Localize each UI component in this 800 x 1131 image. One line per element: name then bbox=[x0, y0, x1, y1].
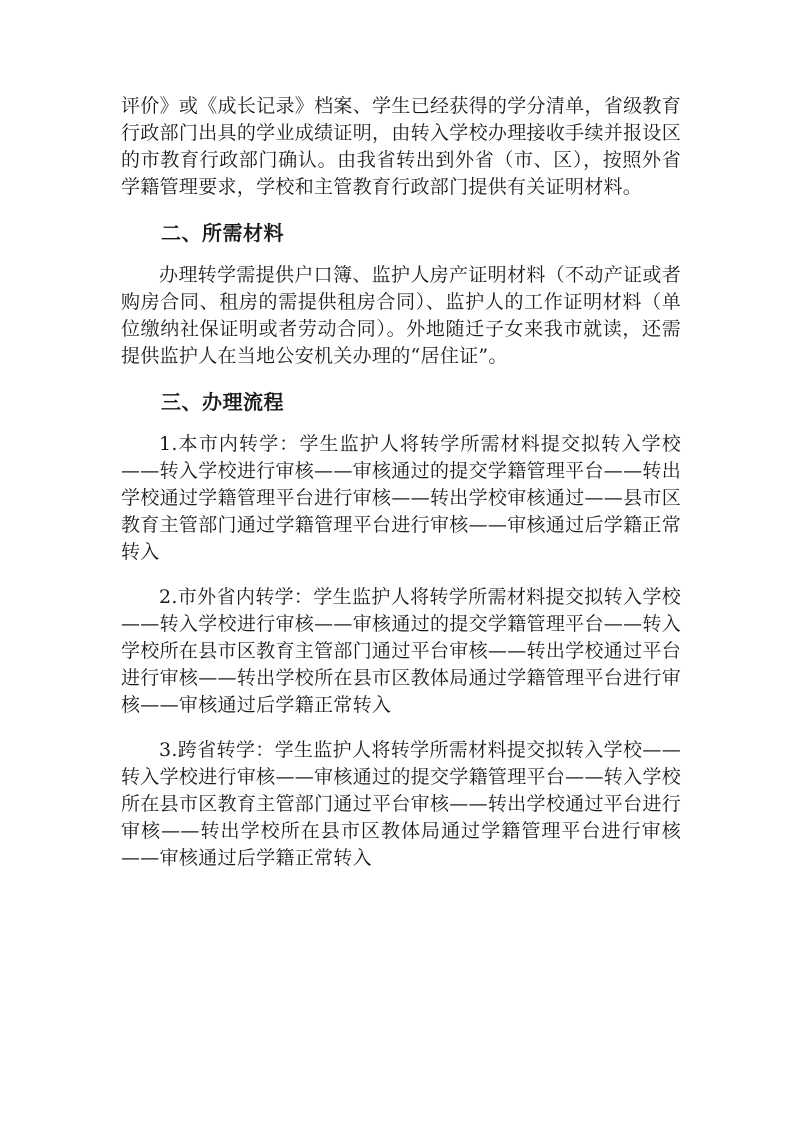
process-item-local-transfer: 1.本市内转学：学生监护人将转学所需材料提交拟转入学校——转入学校进行审核——审核通过的提交学籍管理平台——转出学校通过学籍管理平台进行审核——转出学校审核通过——县市区教育主管部门通过学籍管理平台进行审核——审核通过后学籍正常转入 bbox=[121, 433, 681, 563]
section-heading-process: 三、办理流程 bbox=[161, 390, 284, 414]
materials-paragraph: 办理转学需提供户口簿、监护人房产证明材料（不动产证或者购房合同、租房的需提供租房合同）、监护人的工作证明材料（单位缴纳社保证明或者劳动合同）。外地随迁子女来我市就读，还需提供监护人在当地公安机关办理的“居住证”。 bbox=[121, 264, 681, 367]
process-item-in-province-transfer: 2.市外省内转学：学生监护人将转学所需材料提交拟转入学校——转入学校进行审核——审核通过的提交学籍管理平台——转入学校所在县市区教育主管部门通过平台审核——转出学校通过平台进行审核——转出学校所在县市区教体局通过学籍管理平台进行审核——审核通过后学籍正常转入 bbox=[121, 586, 681, 716]
intro-paragraph: 评价》或《成长记录》档案、学生已经获得的学分清单，省级教育行政部门出具的学业成绩证明，由转入学校办理接收手续并报设区的市教育行政部门确认。由我省转出到外省（市、区），按照外省学籍管理要求，学校和主管教育行政部门提供有关证明材料。 bbox=[121, 95, 681, 198]
process-item-cross-province-transfer: 3.跨省转学：学生监护人将转学所需材料提交拟转入学校——转入学校进行审核——审核通过的提交学籍管理平台——转入学校所在县市区教育主管部门通过平台审核——转出学校通过平台进行审核——转出学校所在县市区教体局通过学籍管理平台进行审核——审核通过后学籍正常转入 bbox=[121, 739, 681, 869]
section-heading-materials: 二、所需材料 bbox=[161, 221, 284, 245]
document-body bbox=[121, 93, 681, 872]
